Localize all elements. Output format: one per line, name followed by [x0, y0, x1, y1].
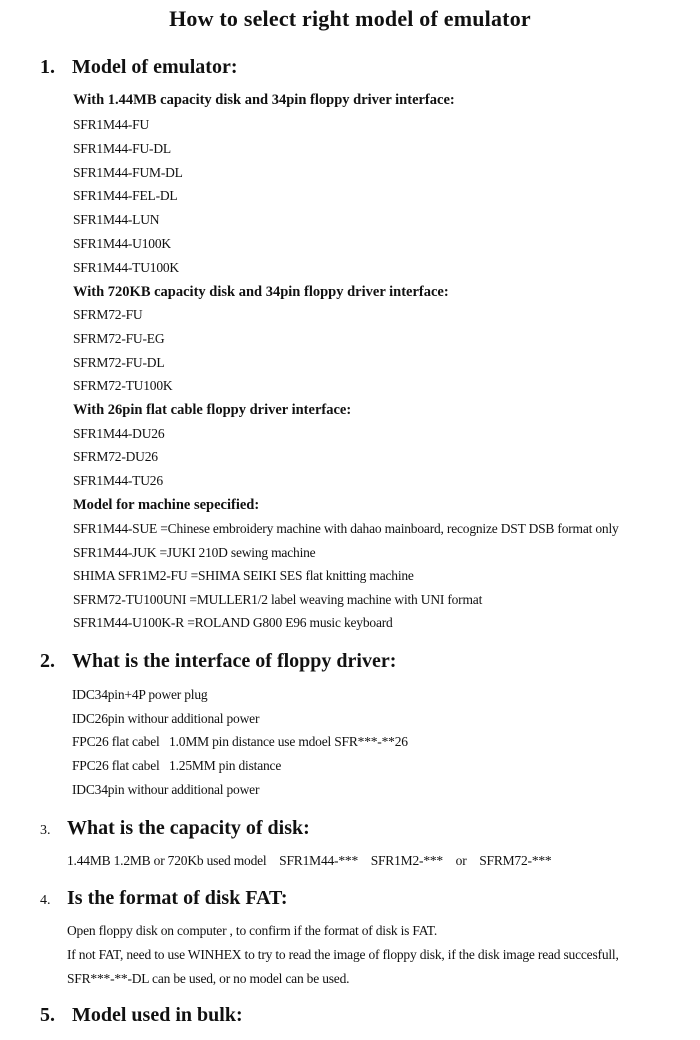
model-item: SFR1M44-FU — [73, 117, 150, 132]
section-number: 2. — [40, 650, 55, 672]
section-number: 3. — [40, 823, 51, 838]
group-title: Model for machine sepecified: — [73, 497, 260, 513]
interface-item: FPC26 flat cabel 1.0MM pin distance use mdoel SFR***-**26 — [72, 734, 408, 749]
section-number: 1. — [40, 56, 55, 78]
section-title: Model used in bulk: — [72, 1004, 243, 1026]
section-1-heading — [40, 56, 238, 79]
section-5-heading — [40, 1004, 243, 1027]
section-title: What is the capacity of disk: — [67, 817, 310, 839]
format-item: Open floppy disk on computer , to confirm if the format of disk is FAT. — [67, 923, 437, 938]
section-title: Is the format of disk FAT: — [67, 887, 288, 909]
section-number: 4. — [40, 893, 51, 908]
model-item: SFR1M44-FUM-DL — [73, 165, 183, 180]
model-item: SFR1M44-SUE =Chinese embroidery machine with dahao mainboard, recognize DST DSB format only — [73, 521, 619, 536]
model-item: SFRM72-FU — [73, 307, 143, 322]
model-item: SFRM72-TU100K — [73, 378, 173, 393]
model-item: SFRM72-FU-DL — [73, 355, 165, 370]
format-item: SFR***-**-DL can be used, or no model can be used. — [67, 971, 350, 986]
interface-item: IDC34pin+4P power plug — [72, 687, 208, 702]
model-item: SFRM72-TU100UNI =MULLER1/2 label weaving machine with UNI format — [73, 592, 483, 607]
model-item: SFR1M44-TU100K — [73, 260, 179, 275]
section-title: Model of emulator: — [72, 56, 238, 78]
section-3-heading — [40, 817, 310, 840]
model-item: SFR1M44-U100K — [73, 236, 171, 251]
group-title: With 720KB capacity disk and 34pin floppy driver interface: — [73, 284, 449, 300]
model-item: SFR1M44-JUK =JUKI 210D sewing machine — [73, 545, 316, 560]
format-item: If not FAT, need to use WINHEX to try to read the image of floppy disk, if the disk image read succesfull, — [67, 947, 619, 962]
interface-item: IDC34pin withour additional power — [72, 782, 260, 797]
section-number: 5. — [40, 1004, 55, 1026]
model-item: SHIMA SFR1M2-FU =SHIMA SEIKI SES flat knitting machine — [73, 568, 414, 583]
capacity-item: 1.44MB 1.2MB or 720Kb used model SFR1M44-*** SFR1M2-*** or SFRM72-*** — [67, 853, 552, 868]
model-item: SFRM72-DU26 — [73, 449, 158, 464]
section-title: What is the interface of floppy driver: — [72, 650, 397, 672]
model-item: SFR1M44-FU-DL — [73, 141, 171, 156]
model-item: SFR1M44-TU26 — [73, 473, 163, 488]
model-item: SFR1M44-U100K-R =ROLAND G800 E96 music keyboard — [73, 615, 393, 630]
section-2-heading — [40, 650, 396, 673]
model-item: SFR1M44-DU26 — [73, 426, 165, 441]
page-title: How to select right model of emulator — [169, 6, 531, 31]
model-item: SFR1M44-FEL-DL — [73, 188, 178, 203]
model-item: SFRM72-FU-EG — [73, 331, 165, 346]
model-item: SFR1M44-LUN — [73, 212, 160, 227]
interface-item: FPC26 flat cabel 1.25MM pin distance — [72, 758, 282, 773]
interface-item: IDC26pin withour additional power — [72, 711, 260, 726]
section-4-heading — [40, 887, 288, 910]
group-title: With 26pin flat cable floppy driver interface: — [73, 402, 352, 418]
group-title: With 1.44MB capacity disk and 34pin floppy driver interface: — [73, 92, 455, 108]
